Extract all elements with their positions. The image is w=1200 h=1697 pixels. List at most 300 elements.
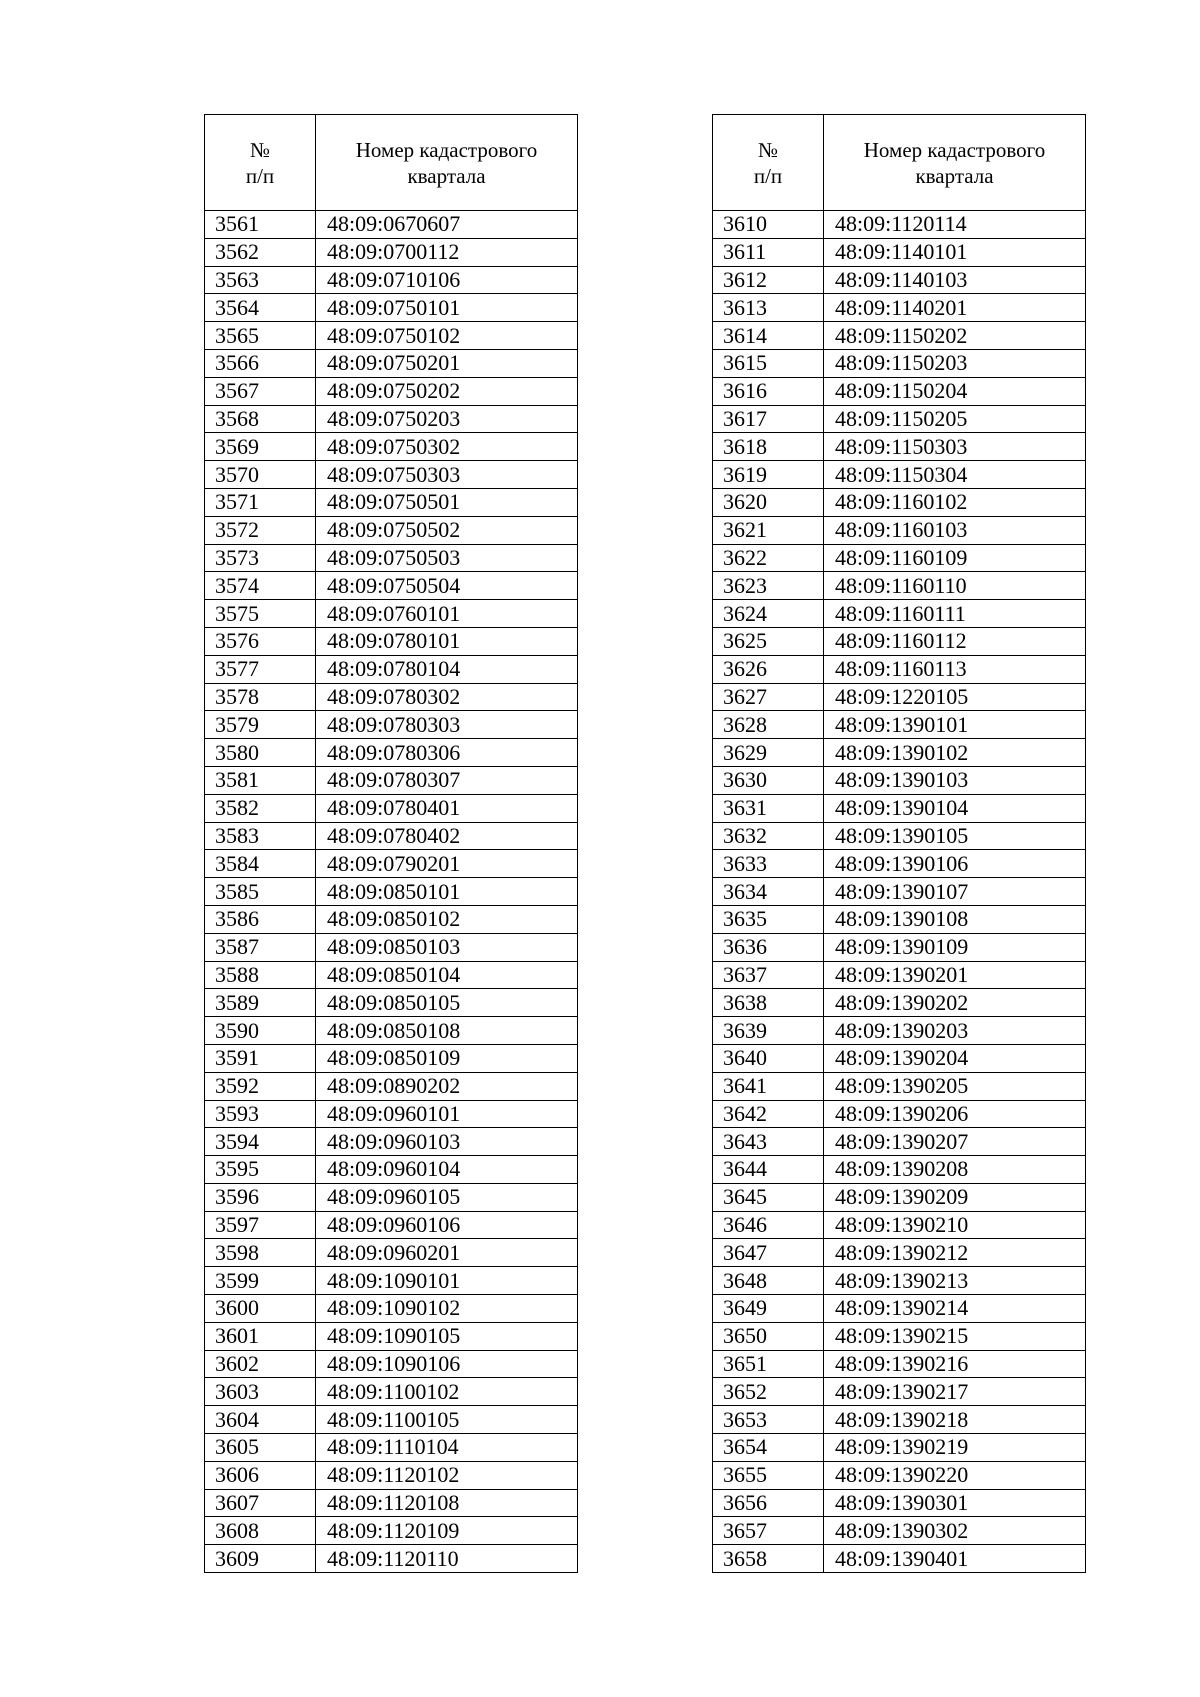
table-body-left — [205, 211, 578, 1573]
row-number: 3614 — [713, 322, 824, 350]
row-number: 3565 — [205, 322, 316, 350]
table-row — [713, 1100, 1086, 1128]
cadastral-number: 48:09:1100105 — [316, 1406, 578, 1434]
cadastral-number: 48:09:1090102 — [316, 1295, 578, 1323]
table-row — [205, 850, 578, 878]
cadastral-number: 48:09:1090106 — [316, 1350, 578, 1378]
row-number: 3580 — [205, 739, 316, 767]
cadastral-number: 48:09:1150303 — [824, 433, 1086, 461]
cadastral-table-right — [712, 114, 1086, 1573]
cadastral-number: 48:09:1150203 — [824, 349, 1086, 377]
table-row — [713, 1434, 1086, 1462]
cadastral-number: 48:09:1120108 — [316, 1489, 578, 1517]
table-row — [713, 1489, 1086, 1517]
row-number: 3563 — [205, 266, 316, 294]
cadastral-number: 48:09:0960103 — [316, 1128, 578, 1156]
row-number: 3640 — [713, 1044, 824, 1072]
table-row — [205, 516, 578, 544]
table-row — [713, 516, 1086, 544]
cadastral-number: 48:09:1140101 — [824, 238, 1086, 266]
table-row — [205, 766, 578, 794]
table-row — [713, 1461, 1086, 1489]
table-body-right — [713, 211, 1086, 1573]
row-number: 3635 — [713, 905, 824, 933]
header-cadastral-quarter — [316, 115, 578, 211]
row-number: 3648 — [713, 1267, 824, 1295]
row-number: 3624 — [713, 600, 824, 628]
cadastral-number: 48:09:1390219 — [824, 1434, 1086, 1462]
table-row — [713, 1406, 1086, 1434]
table-row — [205, 961, 578, 989]
table-row — [205, 461, 578, 489]
header-number — [713, 115, 824, 211]
table-row — [205, 1295, 578, 1323]
table-row — [713, 989, 1086, 1017]
cadastral-number: 48:09:1390213 — [824, 1267, 1086, 1295]
cadastral-number: 48:09:0700112 — [316, 238, 578, 266]
table-row — [205, 1156, 578, 1184]
cadastral-number: 48:09:0750201 — [316, 349, 578, 377]
row-number: 3569 — [205, 433, 316, 461]
row-number: 3561 — [205, 211, 316, 239]
row-number: 3610 — [713, 211, 824, 239]
table-row — [713, 1350, 1086, 1378]
cadastral-number: 48:09:0960104 — [316, 1156, 578, 1184]
row-number: 3568 — [205, 405, 316, 433]
cadastral-number: 48:09:0780104 — [316, 655, 578, 683]
table-row — [205, 600, 578, 628]
cadastral-number: 48:09:1150204 — [824, 377, 1086, 405]
cadastral-number: 48:09:0750302 — [316, 433, 578, 461]
row-number: 3566 — [205, 349, 316, 377]
table-header-row — [713, 115, 1086, 211]
cadastral-number: 48:09:1390203 — [824, 1017, 1086, 1045]
row-number: 3627 — [713, 683, 824, 711]
header-number-line2: п/п — [245, 163, 275, 188]
header-cadastral-quarter — [824, 115, 1086, 211]
table-row — [205, 572, 578, 600]
row-number: 3573 — [205, 544, 316, 572]
cadastral-number: 48:09:1390208 — [824, 1156, 1086, 1184]
cadastral-number: 48:09:1390218 — [824, 1406, 1086, 1434]
table-row — [205, 1072, 578, 1100]
table-row — [713, 349, 1086, 377]
cadastral-number: 48:09:1390204 — [824, 1044, 1086, 1072]
cadastral-number: 48:09:0780307 — [316, 766, 578, 794]
header-cadastral-line1: Номер кадастрового — [355, 137, 538, 162]
row-number: 3643 — [713, 1128, 824, 1156]
table-row — [205, 1545, 578, 1573]
table-row — [713, 1211, 1086, 1239]
row-number: 3629 — [713, 739, 824, 767]
cadastral-number: 48:09:1110104 — [316, 1434, 578, 1462]
table-row — [713, 1183, 1086, 1211]
table-row — [205, 1267, 578, 1295]
cadastral-number: 48:09:1090101 — [316, 1267, 578, 1295]
row-number: 3650 — [713, 1322, 824, 1350]
row-number: 3653 — [713, 1406, 824, 1434]
cadastral-number: 48:09:1160102 — [824, 488, 1086, 516]
row-number: 3570 — [205, 461, 316, 489]
cadastral-number: 48:09:0710106 — [316, 266, 578, 294]
row-number: 3585 — [205, 878, 316, 906]
cadastral-number: 48:09:1160110 — [824, 572, 1086, 600]
table-row — [713, 1239, 1086, 1267]
row-number: 3617 — [713, 405, 824, 433]
cadastral-number: 48:09:0850108 — [316, 1017, 578, 1045]
table-row — [713, 1378, 1086, 1406]
cadastral-number: 48:09:1160112 — [824, 627, 1086, 655]
table-row — [713, 683, 1086, 711]
cadastral-number: 48:09:0670607 — [316, 211, 578, 239]
row-number: 3631 — [713, 794, 824, 822]
table-row — [713, 488, 1086, 516]
table-row — [205, 322, 578, 350]
cadastral-number: 48:09:1150202 — [824, 322, 1086, 350]
cadastral-number: 48:09:0850105 — [316, 989, 578, 1017]
row-number: 3584 — [205, 850, 316, 878]
row-number: 3652 — [713, 1378, 824, 1406]
cadastral-number: 48:09:0790201 — [316, 850, 578, 878]
row-number: 3583 — [205, 822, 316, 850]
row-number: 3656 — [713, 1489, 824, 1517]
cadastral-number: 48:09:0750203 — [316, 405, 578, 433]
row-number: 3591 — [205, 1044, 316, 1072]
table-row — [205, 405, 578, 433]
cadastral-number: 48:09:0780401 — [316, 794, 578, 822]
cadastral-number: 48:09:1120110 — [316, 1545, 578, 1573]
cadastral-number: 48:09:0850109 — [316, 1044, 578, 1072]
row-number: 3578 — [205, 683, 316, 711]
cadastral-number: 48:09:0750303 — [316, 461, 578, 489]
cadastral-number: 48:09:1160113 — [824, 655, 1086, 683]
row-number: 3613 — [713, 294, 824, 322]
row-number: 3605 — [205, 1434, 316, 1462]
header-cadastral-line1: Номер кадастрового — [863, 137, 1046, 162]
table-row — [205, 1211, 578, 1239]
table-row — [713, 405, 1086, 433]
header-cadastral-line2: квартала — [407, 163, 486, 188]
row-number: 3619 — [713, 461, 824, 489]
row-number: 3606 — [205, 1461, 316, 1489]
table-row — [713, 850, 1086, 878]
row-number: 3612 — [713, 266, 824, 294]
row-number: 3657 — [713, 1517, 824, 1545]
table-row — [205, 377, 578, 405]
cadastral-number: 48:09:1390212 — [824, 1239, 1086, 1267]
table-row — [205, 1044, 578, 1072]
table-row — [205, 1406, 578, 1434]
cadastral-number: 48:09:1390207 — [824, 1128, 1086, 1156]
table-row — [205, 878, 578, 906]
header-number — [205, 115, 316, 211]
table-row — [205, 683, 578, 711]
row-number: 3594 — [205, 1128, 316, 1156]
cadastral-number: 48:09:1390401 — [824, 1545, 1086, 1573]
table-row — [713, 572, 1086, 600]
row-number: 3651 — [713, 1350, 824, 1378]
cadastral-number: 48:09:1390106 — [824, 850, 1086, 878]
row-number: 3579 — [205, 711, 316, 739]
cadastral-number: 48:09:0960101 — [316, 1100, 578, 1128]
table-row — [713, 627, 1086, 655]
cadastral-number: 48:09:0780402 — [316, 822, 578, 850]
table-row — [205, 1350, 578, 1378]
table-row — [205, 211, 578, 239]
table-row — [205, 238, 578, 266]
table-row — [205, 1100, 578, 1128]
cadastral-number: 48:09:0750503 — [316, 544, 578, 572]
row-number: 3638 — [713, 989, 824, 1017]
table-row — [713, 1545, 1086, 1573]
cadastral-number: 48:09:1150205 — [824, 405, 1086, 433]
table-row — [205, 822, 578, 850]
cadastral-number: 48:09:0960106 — [316, 1211, 578, 1239]
table-row — [205, 1517, 578, 1545]
cadastral-number: 48:09:1390215 — [824, 1322, 1086, 1350]
cadastral-number: 48:09:0850104 — [316, 961, 578, 989]
row-number: 3581 — [205, 766, 316, 794]
row-number: 3615 — [713, 349, 824, 377]
row-number: 3634 — [713, 878, 824, 906]
table-row — [713, 322, 1086, 350]
row-number: 3575 — [205, 600, 316, 628]
row-number: 3609 — [205, 1545, 316, 1573]
cadastral-number: 48:09:1390104 — [824, 794, 1086, 822]
table-row — [713, 211, 1086, 239]
row-number: 3588 — [205, 961, 316, 989]
row-number: 3595 — [205, 1156, 316, 1184]
row-number: 3572 — [205, 516, 316, 544]
cadastral-number: 48:09:0780303 — [316, 711, 578, 739]
row-number: 3577 — [205, 655, 316, 683]
row-number: 3616 — [713, 377, 824, 405]
table-row — [205, 1322, 578, 1350]
row-number: 3649 — [713, 1295, 824, 1323]
cadastral-number: 48:09:0750101 — [316, 294, 578, 322]
table-row — [205, 794, 578, 822]
table-row — [713, 294, 1086, 322]
table-row — [205, 1128, 578, 1156]
row-number: 3646 — [713, 1211, 824, 1239]
table-row — [205, 933, 578, 961]
row-number: 3620 — [713, 488, 824, 516]
header-cadastral-line2: квартала — [915, 163, 994, 188]
table-row — [713, 1072, 1086, 1100]
table-row — [205, 989, 578, 1017]
row-number: 3618 — [713, 433, 824, 461]
cadastral-number: 48:09:0750102 — [316, 322, 578, 350]
row-number: 3593 — [205, 1100, 316, 1128]
cadastral-number: 48:09:0960201 — [316, 1239, 578, 1267]
table-row — [713, 739, 1086, 767]
row-number: 3567 — [205, 377, 316, 405]
row-number: 3607 — [205, 1489, 316, 1517]
row-number: 3574 — [205, 572, 316, 600]
table-row — [713, 600, 1086, 628]
row-number: 3562 — [205, 238, 316, 266]
table-row — [205, 1017, 578, 1045]
table-row — [205, 739, 578, 767]
table-row — [713, 238, 1086, 266]
table-row — [713, 878, 1086, 906]
table-row — [205, 655, 578, 683]
cadastral-number: 48:09:1390108 — [824, 905, 1086, 933]
cadastral-table-left — [204, 114, 578, 1573]
cadastral-number: 48:09:1390302 — [824, 1517, 1086, 1545]
table-row — [713, 544, 1086, 572]
row-number: 3626 — [713, 655, 824, 683]
table-row — [713, 461, 1086, 489]
row-number: 3592 — [205, 1072, 316, 1100]
row-number: 3576 — [205, 627, 316, 655]
table-row — [713, 711, 1086, 739]
cadastral-number: 48:09:0750502 — [316, 516, 578, 544]
cadastral-number: 48:09:1120102 — [316, 1461, 578, 1489]
table-row — [205, 544, 578, 572]
table-row — [205, 488, 578, 516]
row-number: 3637 — [713, 961, 824, 989]
cadastral-number: 48:09:1390220 — [824, 1461, 1086, 1489]
cadastral-number: 48:09:1220105 — [824, 683, 1086, 711]
cadastral-number: 48:09:1390101 — [824, 711, 1086, 739]
cadastral-number: 48:09:1120109 — [316, 1517, 578, 1545]
cadastral-number: 48:09:0780306 — [316, 739, 578, 767]
cadastral-number: 48:09:1390210 — [824, 1211, 1086, 1239]
row-number: 3655 — [713, 1461, 824, 1489]
row-number: 3608 — [205, 1517, 316, 1545]
cadastral-number: 48:09:1390109 — [824, 933, 1086, 961]
row-number: 3647 — [713, 1239, 824, 1267]
cadastral-number: 48:09:1160109 — [824, 544, 1086, 572]
row-number: 3587 — [205, 933, 316, 961]
header-number-line2: п/п — [753, 163, 783, 188]
row-number: 3564 — [205, 294, 316, 322]
table-row — [205, 433, 578, 461]
table-row — [205, 627, 578, 655]
table-row — [205, 349, 578, 377]
cadastral-number: 48:09:1390105 — [824, 822, 1086, 850]
table-row — [205, 1183, 578, 1211]
row-number: 3645 — [713, 1183, 824, 1211]
row-number: 3599 — [205, 1267, 316, 1295]
row-number: 3644 — [713, 1156, 824, 1184]
cadastral-number: 48:09:0760101 — [316, 600, 578, 628]
cadastral-number: 48:09:1390301 — [824, 1489, 1086, 1517]
table-row — [713, 655, 1086, 683]
cadastral-number: 48:09:0890202 — [316, 1072, 578, 1100]
cadastral-number: 48:09:1140201 — [824, 294, 1086, 322]
table-header-row — [205, 115, 578, 211]
cadastral-number: 48:09:1390214 — [824, 1295, 1086, 1323]
row-number: 3621 — [713, 516, 824, 544]
row-number: 3632 — [713, 822, 824, 850]
row-number: 3602 — [205, 1350, 316, 1378]
row-number: 3642 — [713, 1100, 824, 1128]
cadastral-number: 48:09:1390217 — [824, 1378, 1086, 1406]
table-row — [205, 266, 578, 294]
table-row — [713, 433, 1086, 461]
cadastral-number: 48:09:0850102 — [316, 905, 578, 933]
cadastral-number: 48:09:0850101 — [316, 878, 578, 906]
table-row — [205, 1378, 578, 1406]
row-number: 3601 — [205, 1322, 316, 1350]
row-number: 3586 — [205, 905, 316, 933]
table-row — [713, 905, 1086, 933]
cadastral-number: 48:09:1390201 — [824, 961, 1086, 989]
cadastral-number: 48:09:1120114 — [824, 211, 1086, 239]
row-number: 3625 — [713, 627, 824, 655]
table-row — [205, 1239, 578, 1267]
row-number: 3590 — [205, 1017, 316, 1045]
row-number: 3589 — [205, 989, 316, 1017]
table-row — [713, 1044, 1086, 1072]
table-row — [713, 266, 1086, 294]
table-row — [205, 711, 578, 739]
cadastral-number: 48:09:1390103 — [824, 766, 1086, 794]
cadastral-number: 48:09:0750202 — [316, 377, 578, 405]
row-number: 3623 — [713, 572, 824, 600]
table-row — [205, 1434, 578, 1462]
header-number-line1: № — [757, 137, 779, 162]
cadastral-number: 48:09:1390209 — [824, 1183, 1086, 1211]
row-number: 3604 — [205, 1406, 316, 1434]
cadastral-number: 48:09:1100102 — [316, 1378, 578, 1406]
cadastral-number: 48:09:1390206 — [824, 1100, 1086, 1128]
table-row — [713, 766, 1086, 794]
cadastral-number: 48:09:1150304 — [824, 461, 1086, 489]
table-row — [713, 1322, 1086, 1350]
row-number: 3596 — [205, 1183, 316, 1211]
table-row — [713, 822, 1086, 850]
table-row — [713, 961, 1086, 989]
cadastral-number: 48:09:1090105 — [316, 1322, 578, 1350]
table-row — [205, 905, 578, 933]
table-row — [205, 294, 578, 322]
row-number: 3603 — [205, 1378, 316, 1406]
table-row — [713, 1017, 1086, 1045]
row-number: 3628 — [713, 711, 824, 739]
cadastral-number: 48:09:1390107 — [824, 878, 1086, 906]
header-number-line1: № — [249, 137, 271, 162]
cadastral-number: 48:09:1160103 — [824, 516, 1086, 544]
table-row — [713, 1156, 1086, 1184]
row-number: 3658 — [713, 1545, 824, 1573]
cadastral-number: 48:09:0960105 — [316, 1183, 578, 1211]
row-number: 3582 — [205, 794, 316, 822]
row-number: 3633 — [713, 850, 824, 878]
row-number: 3639 — [713, 1017, 824, 1045]
row-number: 3571 — [205, 488, 316, 516]
table-row — [713, 1267, 1086, 1295]
cadastral-number: 48:09:1390202 — [824, 989, 1086, 1017]
cadastral-number: 48:09:1390216 — [824, 1350, 1086, 1378]
row-number: 3600 — [205, 1295, 316, 1323]
cadastral-number: 48:09:1160111 — [824, 600, 1086, 628]
cadastral-number: 48:09:1140103 — [824, 266, 1086, 294]
table-row — [713, 1517, 1086, 1545]
table-row — [205, 1489, 578, 1517]
cadastral-number: 48:09:0750504 — [316, 572, 578, 600]
row-number: 3597 — [205, 1211, 316, 1239]
cadastral-number: 48:09:0780101 — [316, 627, 578, 655]
row-number: 3654 — [713, 1434, 824, 1462]
row-number: 3598 — [205, 1239, 316, 1267]
row-number: 3630 — [713, 766, 824, 794]
row-number: 3611 — [713, 238, 824, 266]
cadastral-number: 48:09:0780302 — [316, 683, 578, 711]
row-number: 3622 — [713, 544, 824, 572]
